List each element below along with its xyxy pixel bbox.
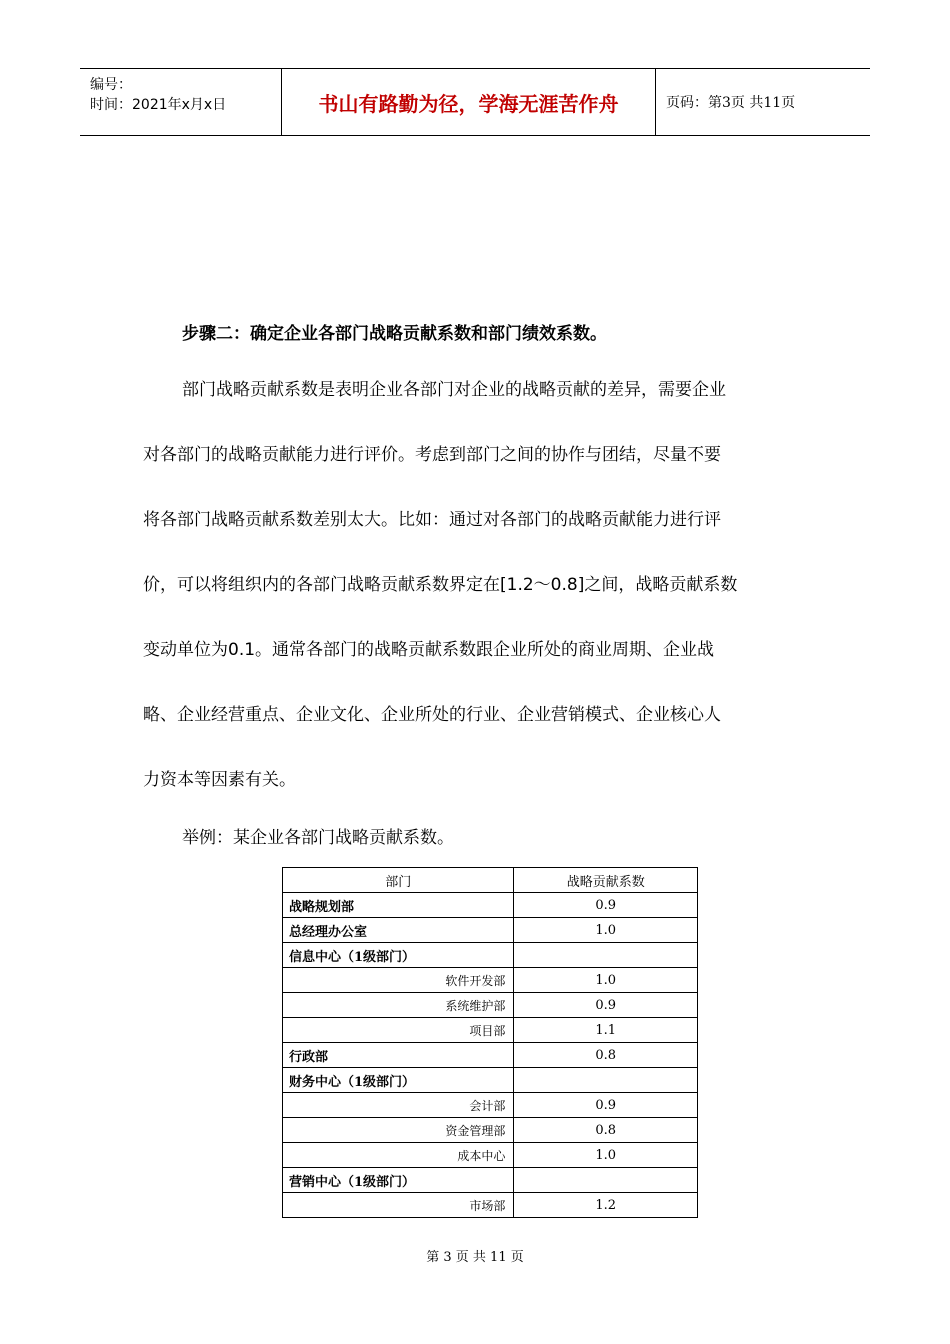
coefficient-value-cell: [514, 1068, 698, 1093]
column-header-department: 部门: [283, 868, 514, 893]
department-name-cell: 战略规划部: [283, 893, 514, 918]
coefficient-value-cell: 0.8: [514, 1118, 698, 1143]
document-number-label: 编号：: [90, 77, 132, 93]
section-heading: 步骤二：确定企业各部门战略贡献系数和部门绩效系数。: [182, 324, 607, 344]
paragraph-line: 部门战略贡献系数是表明企业各部门对企业的战略贡献的差异，需要企业: [182, 380, 726, 400]
table-row: [283, 993, 698, 1018]
coefficient-value-cell: 1.0: [514, 1143, 698, 1168]
coefficient-value-cell: 0.9: [514, 1093, 698, 1118]
department-name-cell: 行政部: [283, 1043, 514, 1068]
table-header-row: [283, 868, 698, 893]
paragraph-line: 略、企业经营重点、企业文化、企业所处的行业、企业营销模式、企业核心人: [143, 705, 721, 725]
coefficient-value-cell: 1.0: [514, 968, 698, 993]
table-row: [283, 1093, 698, 1118]
example-caption: 举例：某企业各部门战略贡献系数。: [182, 828, 454, 848]
coefficient-table: [282, 867, 698, 1218]
header-motto: 书山有路勤为径，学海无涯苦作舟: [282, 69, 656, 135]
table-row: [283, 1168, 698, 1193]
coefficient-value-cell: 1.1: [514, 1018, 698, 1043]
coefficient-value-cell: [514, 943, 698, 968]
department-name-cell: 项目部: [283, 1018, 514, 1043]
department-name-cell: 信息中心（1级部门）: [283, 943, 514, 968]
paragraph-line: 力资本等因素有关。: [143, 770, 296, 790]
table-body: [283, 893, 698, 1218]
paragraph-line: 价，可以将组织内的各部门战略贡献系数界定在[1.2～0.8]之间，战略贡献系数: [143, 575, 738, 595]
page-header: [80, 68, 870, 136]
table-row: [283, 1068, 698, 1093]
table-row: [283, 893, 698, 918]
header-page-number: 页码：第3页 共11页: [666, 95, 796, 111]
paragraph-line: 变动单位为0.1。通常各部门的战略贡献系数跟企业所处的商业周期、企业战: [143, 640, 715, 660]
document-date-label: 时间：2021年x月x日: [90, 97, 227, 113]
department-name-cell: 系统维护部: [283, 993, 514, 1018]
header-meta: [80, 69, 282, 135]
table-row: [283, 968, 698, 993]
column-header-coefficient: 战略贡献系数: [514, 868, 698, 893]
department-name-cell: 总经理办公室: [283, 918, 514, 943]
department-name-cell: 营销中心（1级部门）: [283, 1168, 514, 1193]
department-name-cell: 资金管理部: [283, 1118, 514, 1143]
table-row: [283, 1018, 698, 1043]
department-name-cell: 市场部: [283, 1193, 514, 1218]
page-footer: 第 3 页 共 11 页: [426, 1250, 524, 1265]
table-row: [283, 918, 698, 943]
coefficient-value-cell: 0.9: [514, 893, 698, 918]
paragraph-line: 对各部门的战略贡献能力进行评价。考虑到部门之间的协作与团结，尽量不要: [143, 445, 721, 465]
department-name-cell: 财务中心（1级部门）: [283, 1068, 514, 1093]
table-row: [283, 943, 698, 968]
coefficient-value-cell: 0.8: [514, 1043, 698, 1068]
coefficient-table-grid: [282, 867, 698, 1218]
coefficient-value-cell: 1.0: [514, 918, 698, 943]
department-name-cell: 会计部: [283, 1093, 514, 1118]
coefficient-value-cell: 0.9: [514, 993, 698, 1018]
table-row: [283, 1118, 698, 1143]
department-name-cell: 软件开发部: [283, 968, 514, 993]
coefficient-value-cell: [514, 1168, 698, 1193]
paragraph-line: 将各部门战略贡献系数差别太大。比如：通过对各部门的战略贡献能力进行评: [143, 510, 721, 530]
coefficient-value-cell: 1.2: [514, 1193, 698, 1218]
table-row: [283, 1043, 698, 1068]
table-row: [283, 1143, 698, 1168]
department-name-cell: 成本中心: [283, 1143, 514, 1168]
table-row: [283, 1193, 698, 1218]
